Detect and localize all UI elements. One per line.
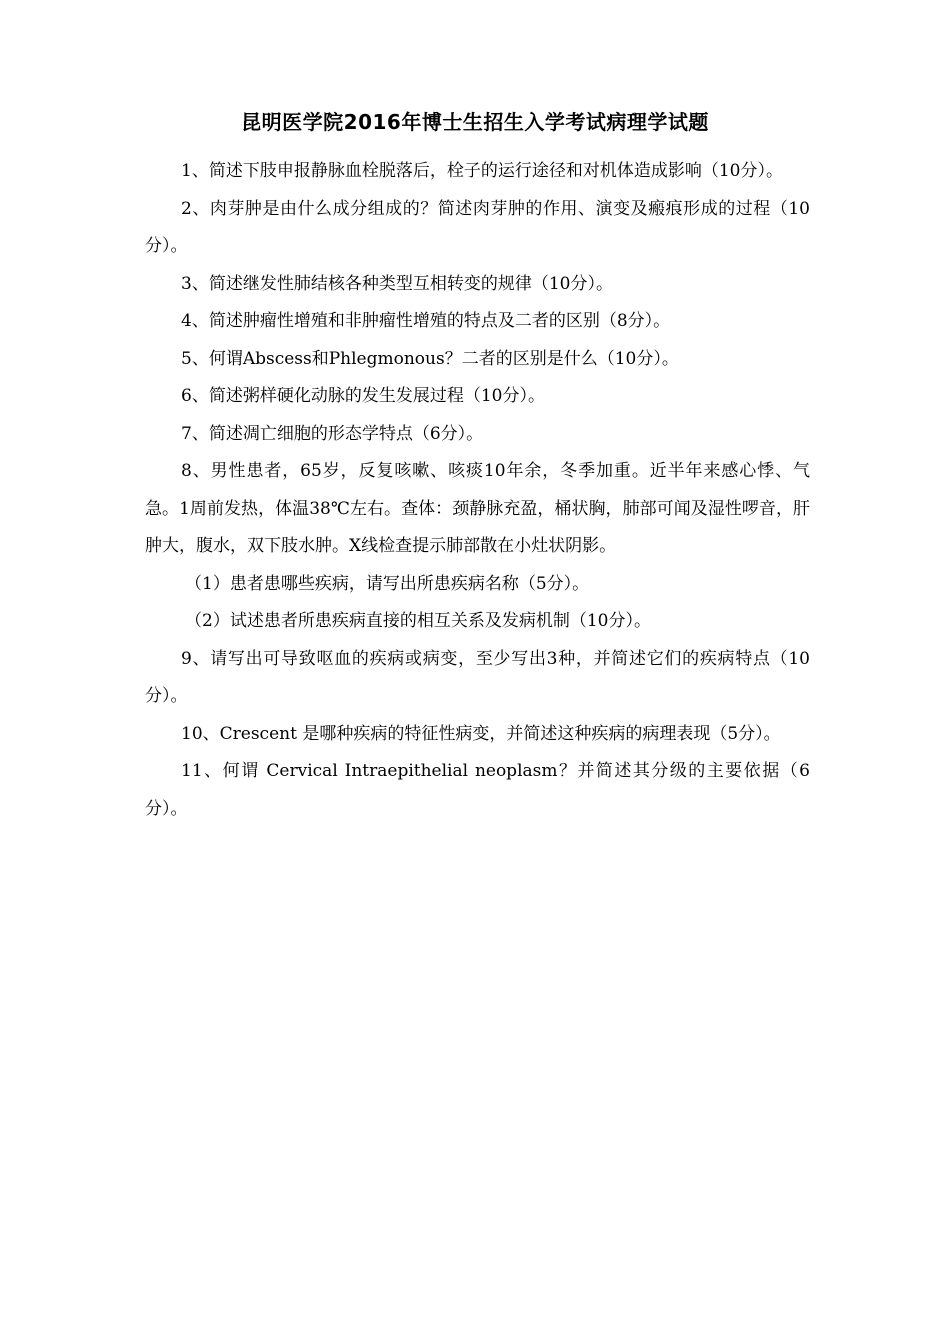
question-list	[145, 153, 810, 828]
question-2: 2、肉芽肿是由什么成分组成的？简述肉芽肿的作用、演变及瘢痕形成的过程（10分）。	[145, 198, 810, 256]
question-8-part-1: （1）患者患哪些疾病，请写出所患疾病名称（5分）。	[185, 573, 590, 594]
question-6: 6、简述粥样硬化动脉的发生发展过程（10分）。	[181, 386, 545, 406]
question-1: 1、简述下肢申报静脉血栓脱落后，栓子的运行途径和对机体造成影响（10分）。	[181, 161, 783, 181]
question-4: 4、简述肿瘤性增殖和非肿瘤性增殖的特点及二者的区别（8分）。	[181, 311, 671, 331]
question-11: 11、何谓 Cervical Intraepithelial neoplasm？并简述其分级的主要依据（6分）。	[145, 761, 810, 819]
question-9: 9、请写出可导致呕血的疾病或病变，至少写出3种，并简述它们的疾病特点（10分）。	[145, 648, 810, 706]
question-5: 5、何谓Abscess和Phlegmonous？二者的区别是什么（10分）。	[181, 348, 679, 369]
question-7: 7、简述凋亡细胞的形态学特点（6分）。	[181, 423, 484, 444]
question-10: 10、Crescent 是哪种疾病的特征性病变，并简述这种疾病的病理表现（5分）。	[181, 723, 781, 744]
exam-title: 昆明医学院2016年博士生招生入学考试病理学试题	[241, 110, 709, 134]
question-8: 8、男性患者，65岁，反复咳嗽、咳痰10年余，冬季加重。近半年来感心悸、气急。1周前发热，体温38℃左右。查体：颈静脉充盈，桶状胸，肺部可闻及湿性啰音，肝肿大，腹水，双下肢水肿。X线检查提示肺部散在小灶状阴影。	[145, 461, 810, 556]
question-8-part-2: （2）试述患者所患疾病直接的相互关系及发病机制（10分）。	[185, 611, 651, 631]
question-3: 3、简述继发性肺结核各种类型互相转变的规律（10分）。	[181, 273, 613, 294]
